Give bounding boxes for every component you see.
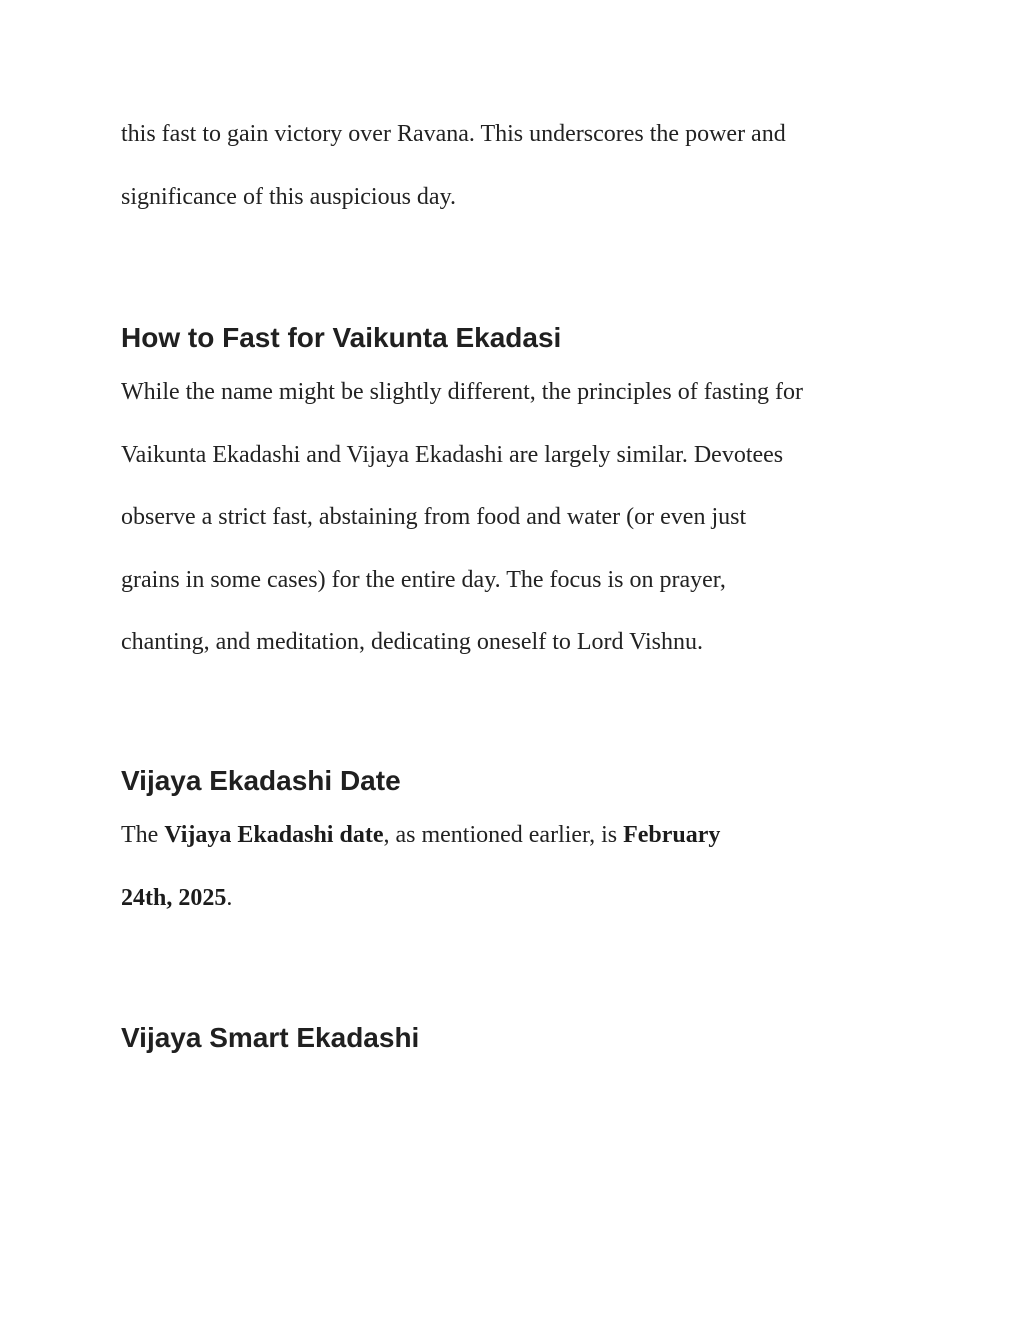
bold-term-vijaya-ekadashi-date: Vijaya Ekadashi date bbox=[164, 822, 384, 848]
paragraph-line: observe a strict fast, abstaining from food and water (or even just bbox=[121, 504, 747, 530]
heading-vijaya-ekadashi-date: Vijaya Ekadashi Date bbox=[121, 765, 401, 796]
fasting-paragraph bbox=[121, 361, 921, 674]
date-paragraph bbox=[121, 804, 921, 929]
paragraph-line: grains in some cases) for the entire day. The focus is on prayer, bbox=[121, 566, 726, 593]
paragraph-line bbox=[121, 804, 921, 867]
paragraph-line: While the name might be slightly different, the principles of fasting for bbox=[121, 379, 804, 405]
bold-date-month: February bbox=[623, 822, 721, 848]
paragraph-line: significance of this auspicious day. bbox=[121, 183, 457, 210]
heading-how-to-fast: How to Fast for Vaikunta Ekadasi bbox=[121, 322, 562, 353]
paragraph-line bbox=[121, 867, 921, 930]
intro-paragraph bbox=[121, 103, 921, 228]
bold-date-day-year: 24th, 2025 bbox=[121, 884, 227, 911]
heading-vijaya-smart-ekadashi: Vijaya Smart Ekadashi bbox=[121, 1022, 420, 1053]
paragraph-line: Vaikunta Ekadashi and Vijaya Ekadashi are largely similar. Devotees bbox=[121, 441, 784, 468]
date-suffix-text: . bbox=[226, 884, 233, 911]
date-middle-text: , as mentioned earlier, is bbox=[383, 822, 624, 848]
paragraph-line: chanting, and meditation, dedicating oneself to Lord Vishnu. bbox=[121, 629, 703, 655]
paragraph-line: this fast to gain victory over Ravana. This underscores the power and bbox=[121, 121, 786, 147]
date-prefix-text: The bbox=[121, 822, 165, 848]
